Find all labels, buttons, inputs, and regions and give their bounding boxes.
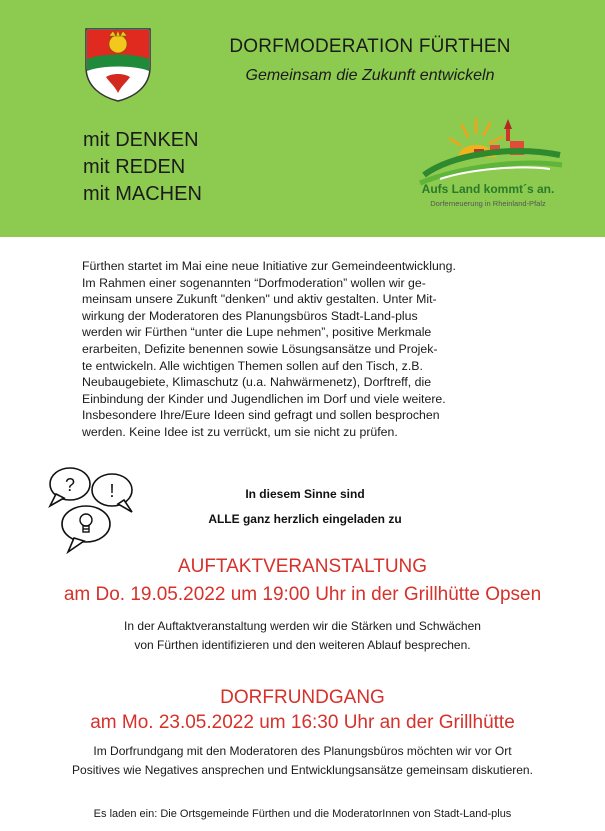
event-desc-auftakt <box>0 617 605 655</box>
intro-line: te entwickeln. Alle wichtigen Themen sollen auf den Tisch, z.B. <box>82 358 423 373</box>
event-title-rundgang: DORFRUNDGANG <box>220 687 385 708</box>
event-date-rundgang: am Mo. 23.05.2022 um 16:30 Uhr an der Grillhütte <box>90 712 515 733</box>
intro-line: werden. Keine Idee ist zu verrückt, um sie nicht zu prüfen. <box>82 424 398 439</box>
page-subtitle: Gemeinsam die Zukunft entwickeln <box>245 67 495 84</box>
footer-text: Es laden ein: Die Ortsgemeinde Fürthen und die ModeratorInnen von Stadt-Land-plus <box>93 808 512 820</box>
question-mark: ? <box>64 475 76 495</box>
event-desc-line: von Fürthen identifizieren und den weiteren Ablauf besprechen. <box>134 638 471 652</box>
logo-name: Aufs Land kommt´s an. <box>421 182 555 196</box>
slogan-reden: mit REDEN <box>83 156 186 178</box>
event-desc-line: In der Auftaktveranstaltung werden wir die Stärken und Schwächen <box>124 619 481 633</box>
invite-line-1: In diesem Sinne sind <box>245 487 365 501</box>
intro-line: Einbindung der Kinder und Jugendlichen im Dorf und viele weitere. <box>82 391 446 406</box>
slogan-list <box>83 127 202 208</box>
speech-bubbles-icon <box>46 462 138 554</box>
slogan-machen: mit MACHEN <box>83 183 202 205</box>
intro-line: wirkung der Moderatoren des Planungsbüros Stadt-Land-plus <box>82 308 418 323</box>
slogan-denken: mit DENKEN <box>83 129 199 151</box>
event-title-auftakt: AUFTAKTVERANSTALTUNG <box>177 556 428 577</box>
intro-line: Insbesondere Ihre/Eure Ideen sind gefragt und sollen besprochen <box>82 408 440 423</box>
intro-line: erarbeiten, Defizite benennen sowie Lösungsansätze und Projek- <box>82 341 438 356</box>
intro-line: Neubaugebiete, Klimaschutz (u.a. Nahwärmenetz), Dorftreff, die <box>82 375 432 390</box>
intro-line: meinsam unsere Zukunft "denken" und aktiv gestalten. Unter Mit- <box>82 292 437 307</box>
intro-line: werden wir Fürthen “unter die Lupe nehmen”, positive Merkmale <box>82 325 432 340</box>
event-date-auftakt: am Do. 19.05.2022 um 19:00 Uhr in der Grillhütte Opsen <box>63 584 542 605</box>
intro-text <box>82 258 544 441</box>
page-title: DORFMODERATION FÜRTHEN <box>229 36 511 57</box>
intro-line: Fürthen startet im Mai eine neue Initiative zur Gemeindeentwicklung. <box>82 259 456 273</box>
event-desc-line: Im Dorfrundgang mit den Moderatoren des Planungsbüros möchten wir vor Ort <box>93 744 512 758</box>
exclamation-mark: ! <box>109 481 115 501</box>
logo-tagline: Dorferneuerung in Rheinland-Pfalz <box>430 199 546 208</box>
invite-line-2: ALLE ganz herzlich eingeladen zu <box>208 512 402 526</box>
coat-of-arms-icon <box>82 27 154 103</box>
event-desc-line: Positives wie Negatives ansprechen und Entwicklungsansätze gemeinsam diskutieren. <box>72 763 533 777</box>
intro-line: Im Rahmen einer sogenannten “Dorfmoderation” wollen wir ge- <box>82 275 426 290</box>
event-desc-rundgang <box>0 742 605 780</box>
header-banner <box>0 0 605 237</box>
